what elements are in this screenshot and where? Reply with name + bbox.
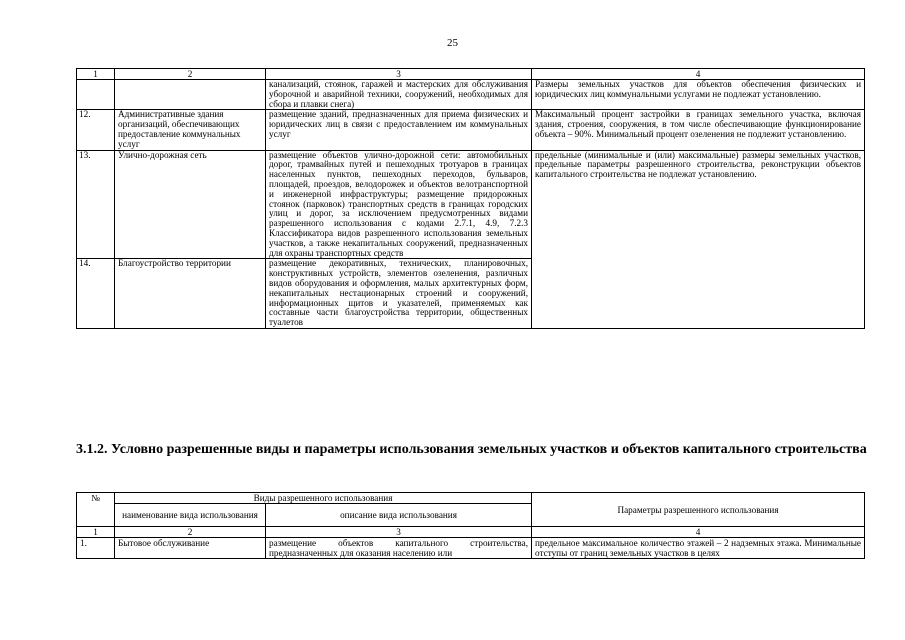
use-name-cell: Улично-дорожная сеть bbox=[115, 150, 266, 259]
use-name-cell: Бытовое обслуживание bbox=[115, 538, 266, 559]
use-parameters-cell: Размеры земельных участков для объектов обеспечения физических и юридических лиц коммунальными услугами не подлежат установлению. bbox=[532, 80, 865, 110]
col-number-3: 3 bbox=[266, 69, 532, 80]
col-number-1: 1 bbox=[77, 527, 115, 538]
use-description-cell: размещение декоративных, технических, планировочных, конструктивных устройств, элементов озеленения, различных видов оборудования и оформления, малых архитектурных форм, некапитальных нестационарных строений и сооружений, информационных щитов и указателей, применяемых как составные части благоустройства территории, общественных туалетов bbox=[266, 259, 532, 329]
row-number-cell: 12. bbox=[77, 110, 115, 150]
use-parameters-cell: предельное максимальное количество этажей – 2 надземных этажа. Минимальные отступы от границ земельных участков в целях bbox=[532, 538, 865, 559]
use-description-cell: размещение объектов улично-дорожной сети: автомобильных дорог, трамвайных путей и пешеходных тротуаров в границах населенных пунктов, пешеходных переходов, бульваров, площадей, проездов, велодорожек и объектов велотранспортной и инженерной инфраструктуры; размещение придорожных стоянок (парковок) транспортных средств в границах городских улиц и дорог, за исключением предусмотренных видами разрешенного использования с кодами 2.7.1, 4.9, 7.2.3 Классификатора видов разрешенного использования земельных участков, а также некапитальных сооружений, предназначенных для охраны транспортных средств bbox=[266, 150, 532, 259]
header-parameters: Параметры разрешенного использования bbox=[532, 493, 865, 527]
column-numbers-row bbox=[77, 527, 865, 538]
row-number-cell: 13. bbox=[77, 150, 115, 259]
col-number-2: 2 bbox=[115, 69, 266, 80]
header-types-group: Виды разрешенного использования bbox=[115, 493, 532, 504]
use-parameters-cell: Максимальный процент застройки в границах земельного участка, включая здания, строения, сооружения, в том числе обеспечивающие функционирование объекта – 90%. Минимальный процент озеленения не подлежит установлению. bbox=[532, 110, 865, 150]
use-description-cell: канализаций, стоянок, гаражей и мастерских для обслуживания уборочной и аварийной техники, сооружений, необходимых для сбора и плавки снега) bbox=[266, 80, 532, 110]
col-number-2: 2 bbox=[115, 527, 266, 538]
section-heading: 3.1.2. Условно разрешенные виды и параметры использования земельных участков и объектов капитального строительства bbox=[76, 442, 867, 457]
use-description-cell: размещение зданий, предназначенных для приема физических и юридических лиц в связи с предоставлением им коммунальных услуг bbox=[266, 110, 532, 150]
zoning-table-main bbox=[76, 68, 865, 329]
col-number-1: 1 bbox=[77, 69, 115, 80]
use-name-cell: Административные здания организаций, обеспечивающих предоставление коммунальных услуг bbox=[115, 110, 266, 150]
col-number-4: 4 bbox=[532, 69, 865, 80]
column-numbers-row bbox=[77, 69, 865, 80]
conditional-use-table bbox=[76, 492, 865, 559]
table-row-12 bbox=[77, 110, 865, 150]
use-name-cell bbox=[115, 80, 266, 110]
row-number-cell: 14. bbox=[77, 259, 115, 329]
table-row-1 bbox=[77, 538, 865, 559]
table-row-continuation bbox=[77, 80, 865, 110]
header-use-description: описание вида использования bbox=[266, 504, 532, 527]
use-parameters-cell: предельные (минимальные и (или) максимальные) размеры земельных участков, предельные параметры разрешенного строительства, реконструкции объектов капитального строительства не подлежат установлению. bbox=[532, 150, 865, 328]
use-name-cell: Благоустройство территории bbox=[115, 259, 266, 329]
col-number-3: 3 bbox=[266, 527, 532, 538]
table-row-13 bbox=[77, 150, 865, 259]
page-number: 25 bbox=[447, 37, 458, 49]
row-number-cell bbox=[77, 80, 115, 110]
row-number-cell: 1. bbox=[77, 538, 115, 559]
col-number-4: 4 bbox=[532, 527, 865, 538]
use-description-cell: размещение объектов капитального строительства, предназначенных для оказания населению или bbox=[266, 538, 532, 559]
header-row-top bbox=[77, 493, 865, 504]
header-use-name: наименование вида использования bbox=[115, 504, 266, 527]
header-num: № bbox=[77, 493, 115, 527]
